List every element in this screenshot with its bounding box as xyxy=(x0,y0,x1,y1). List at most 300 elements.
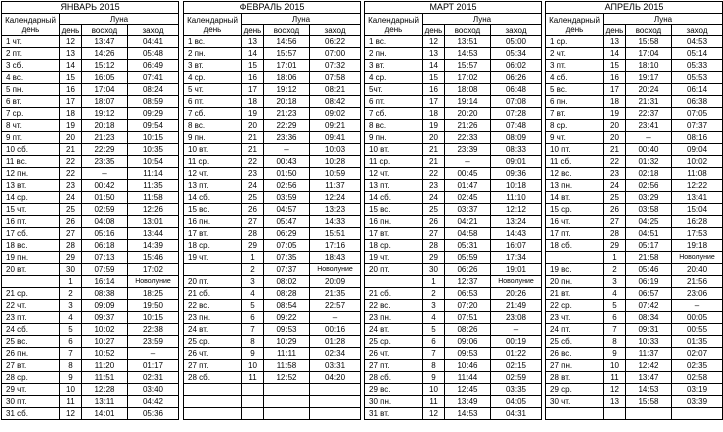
table-row xyxy=(184,384,361,396)
moonrise-cell: 15:58 xyxy=(626,36,672,48)
table-row xyxy=(546,372,723,384)
calendar-day-cell: 4 вс. xyxy=(2,72,60,84)
moon-day-cell: 22 xyxy=(242,156,264,168)
moon-day-cell: 10 xyxy=(242,360,264,372)
moon-day-cell: 29 xyxy=(423,252,445,264)
moon-day-cell: 12 xyxy=(60,36,82,48)
moonrise-cell: 10:33 xyxy=(626,336,672,348)
table-row xyxy=(2,216,179,228)
table-row xyxy=(2,288,179,300)
table-row xyxy=(2,264,179,276)
table-row xyxy=(184,108,361,120)
moonset-cell: 23:59 xyxy=(128,336,179,348)
moon-day-cell: 6 xyxy=(242,312,264,324)
table-row xyxy=(2,180,179,192)
moonrise-cell: 04:21 xyxy=(445,216,491,228)
calendar-day-cell: 7 ср. xyxy=(2,108,60,120)
moonrise-cell: 08:02 xyxy=(264,276,310,288)
table-row xyxy=(184,168,361,180)
moon-day-cell: 22 xyxy=(423,168,445,180)
moonset-cell: Новолуние xyxy=(672,252,723,264)
calendar-day-cell xyxy=(546,252,604,264)
moonset-cell: 23:08 xyxy=(491,312,542,324)
moon-day-cell: 28 xyxy=(604,228,626,240)
moonrise-cell: 17:04 xyxy=(82,84,128,96)
moonrise-cell: 10:52 xyxy=(82,348,128,360)
moon-day-cell: 16 xyxy=(60,84,82,96)
moonrise-cell: 07:51 xyxy=(445,312,491,324)
moonrise-cell: 15:12 xyxy=(82,60,128,72)
moon-day-cell: 17 xyxy=(60,96,82,108)
calendar-day-cell: 26 чт. xyxy=(365,348,423,360)
table-row xyxy=(184,336,361,348)
moonset-header: заход xyxy=(128,25,179,36)
table-row xyxy=(2,408,179,420)
moonset-cell xyxy=(310,384,361,396)
calendar-day-cell: 15 чт. xyxy=(2,204,60,216)
calendar-day-cell: 2 пн. xyxy=(184,48,242,60)
moonset-cell: 08:24 xyxy=(128,84,179,96)
calendar-day-cell: 25 ср. xyxy=(184,336,242,348)
moon-day-cell: 14 xyxy=(423,60,445,72)
calendar-day-cell: 6 пн. xyxy=(546,96,604,108)
calendar-day-cell: 24 вт. xyxy=(365,324,423,336)
table-row xyxy=(184,408,361,420)
moonset-cell: 01:17 xyxy=(128,360,179,372)
calendar-day-cell: 27 пн. xyxy=(546,360,604,372)
moon-day-header: день xyxy=(604,25,626,36)
calendar-day-cell: 8 ср. xyxy=(546,120,604,132)
table-row xyxy=(365,264,542,276)
moonset-cell: Новолуние xyxy=(491,276,542,288)
moonrise-cell: 12:37 xyxy=(445,276,491,288)
moonrise-cell: 15:58 xyxy=(626,396,672,408)
moon-day-cell xyxy=(242,408,264,420)
moonset-cell: 21:56 xyxy=(672,276,723,288)
moonset-cell: 19:18 xyxy=(672,240,723,252)
moonrise-cell: 11:44 xyxy=(445,372,491,384)
calendar-day-cell: 29 ср. xyxy=(546,384,604,396)
moon-day-cell: 5 xyxy=(423,324,445,336)
moonset-cell: 22:38 xyxy=(128,324,179,336)
calendar-day-cell: 7 сб. xyxy=(365,108,423,120)
table-row xyxy=(184,240,361,252)
moon-day-cell: 1 xyxy=(242,252,264,264)
moonset-cell: 13:01 xyxy=(128,216,179,228)
calendar-day-cell: 11 вс. xyxy=(2,156,60,168)
table-row xyxy=(546,84,723,96)
table-row xyxy=(546,300,723,312)
table-row xyxy=(365,60,542,72)
moonrise-cell: 07:37 xyxy=(264,264,310,276)
moon-day-cell: 2 xyxy=(60,288,82,300)
table-row xyxy=(546,180,723,192)
calendar-day-cell: 10 пт. xyxy=(546,144,604,156)
moon-day-cell: 24 xyxy=(604,180,626,192)
calendar-day-cell: 15 вс. xyxy=(365,204,423,216)
moon-day-cell: 3 xyxy=(242,276,264,288)
moonset-cell: 05:14 xyxy=(672,48,723,60)
table-row xyxy=(365,300,542,312)
moonrise-cell: 19:17 xyxy=(626,72,672,84)
moonset-cell: 08:59 xyxy=(128,96,179,108)
moon-day-cell: 23 xyxy=(604,168,626,180)
moon-day-cell: 7 xyxy=(242,324,264,336)
moon-day-cell: 16 xyxy=(604,72,626,84)
moonset-cell: 05:33 xyxy=(672,60,723,72)
calendar-day-cell: 22 ср. xyxy=(546,300,604,312)
calendar-day-cell: 18 ср. xyxy=(365,240,423,252)
table-row xyxy=(184,96,361,108)
moonrise-cell xyxy=(264,408,310,420)
table-row xyxy=(546,48,723,60)
calendar-day-cell: 16 пт. xyxy=(2,216,60,228)
table-row xyxy=(546,156,723,168)
moonset-cell: 22:57 xyxy=(310,300,361,312)
moonset-cell: 07:41 xyxy=(128,72,179,84)
moonset-cell: 07:58 xyxy=(310,72,361,84)
moonrise-cell: 08:54 xyxy=(264,300,310,312)
calendar-day-cell: 12 пн. xyxy=(2,168,60,180)
moonset-cell: 04:42 xyxy=(128,396,179,408)
moonset-cell: 08:21 xyxy=(310,84,361,96)
table-row xyxy=(546,252,723,264)
calendar-day-cell: 27 вт. xyxy=(2,360,60,372)
moonrise-cell: 09:53 xyxy=(264,324,310,336)
moonrise-cell: 16:14 xyxy=(82,276,128,288)
calendar-day-cell: 19 вс. xyxy=(546,264,604,276)
moonrise-cell: 10:02 xyxy=(82,324,128,336)
moonset-cell: 12:26 xyxy=(128,204,179,216)
table-row xyxy=(365,336,542,348)
moonset-cell: 08:16 xyxy=(672,132,723,144)
moon-day-cell: 20 xyxy=(604,132,626,144)
moonrise-cell: 02:18 xyxy=(626,168,672,180)
moonrise-cell: 14:53 xyxy=(626,384,672,396)
table-row xyxy=(365,408,542,420)
moonrise-cell: 18:08 xyxy=(445,84,491,96)
moonset-cell: 07:05 xyxy=(672,108,723,120)
moon-day-cell: 24 xyxy=(60,192,82,204)
calendar-day-cell: 16 пн. xyxy=(184,216,242,228)
calendar-day-cell: 10 вт. xyxy=(184,144,242,156)
moonset-cell: 09:36 xyxy=(491,168,542,180)
moon-day-cell: 24 xyxy=(242,180,264,192)
moon-day-cell: 8 xyxy=(604,336,626,348)
calendar-day-cell: 25 вс. xyxy=(2,336,60,348)
table-row xyxy=(365,168,542,180)
calendar-day-cell: 24 вт. xyxy=(184,324,242,336)
moonrise-cell: 23:41 xyxy=(626,120,672,132)
calendar-day-cell: 9 пт. xyxy=(2,132,60,144)
calendar-day-cell: 6 вт. xyxy=(2,96,60,108)
table-row xyxy=(2,72,179,84)
calendar-day-cell: 15 ср. xyxy=(546,204,604,216)
moonrise-cell: 06:26 xyxy=(445,264,491,276)
moon-day-cell: 19 xyxy=(60,120,82,132)
moon-day-cell: 21 xyxy=(604,144,626,156)
moonrise-cell: 23:35 xyxy=(82,156,128,168)
calendar-day-cell: 21 вт. xyxy=(546,288,604,300)
table-row xyxy=(184,72,361,84)
calendar-day-cell: 9 пн. xyxy=(184,132,242,144)
moonset-cell: 18:43 xyxy=(310,252,361,264)
moon-day-cell: 9 xyxy=(423,372,445,384)
moonrise-cell: 13:47 xyxy=(82,36,128,48)
moonset-cell: 17:53 xyxy=(672,228,723,240)
calendar-day-header: Календарный день xyxy=(2,14,60,36)
moon-day-cell: 12 xyxy=(423,408,445,420)
table-row xyxy=(2,48,179,60)
moonset-cell: 02:58 xyxy=(672,372,723,384)
month-title: МАРТ 2015 xyxy=(365,2,542,14)
moon-day-cell xyxy=(242,384,264,396)
calendar-day-cell: 15 вс. xyxy=(184,204,242,216)
moon-header: Луна xyxy=(423,14,542,25)
moon-day-cell: 18 xyxy=(423,108,445,120)
moonset-cell: 10:18 xyxy=(491,180,542,192)
calendar-day-cell: 23 пт. xyxy=(2,312,60,324)
calendar-day-cell: 2 пн. xyxy=(365,48,423,60)
calendar-day-cell: 8 вс. xyxy=(365,120,423,132)
moonset-cell: 06:02 xyxy=(491,60,542,72)
moon-day-cell: 13 xyxy=(60,48,82,60)
moonset-cell: 14:33 xyxy=(310,216,361,228)
moonrise-cell: – xyxy=(82,168,128,180)
moonrise-cell: 06:29 xyxy=(264,228,310,240)
moon-day-cell: 7 xyxy=(423,348,445,360)
moonset-cell: 09:21 xyxy=(310,120,361,132)
moonrise-cell: 09:37 xyxy=(82,312,128,324)
calendar-day-cell: 22 вс. xyxy=(365,300,423,312)
moonrise-cell: – xyxy=(264,144,310,156)
table-row xyxy=(365,288,542,300)
moonrise-cell: 19:14 xyxy=(445,96,491,108)
moon-day-cell: 11 xyxy=(604,372,626,384)
table-row xyxy=(2,300,179,312)
table-row xyxy=(184,84,361,96)
moonrise-cell: 06:18 xyxy=(82,240,128,252)
table-row xyxy=(546,144,723,156)
moonset-cell: 03:19 xyxy=(672,384,723,396)
moonset-header: заход xyxy=(672,25,723,36)
moon-day-cell: 18 xyxy=(60,108,82,120)
moonset-cell: 08:09 xyxy=(491,132,542,144)
moon-day-cell: 6 xyxy=(60,336,82,348)
moon-day-cell: 2 xyxy=(242,264,264,276)
table-row xyxy=(184,192,361,204)
moon-day-cell: 28 xyxy=(423,240,445,252)
table-row xyxy=(2,384,179,396)
moon-day-cell: 1 xyxy=(423,276,445,288)
moonset-cell: – xyxy=(128,348,179,360)
moonset-cell: – xyxy=(310,312,361,324)
moonset-cell: 00:55 xyxy=(672,324,723,336)
moonrise-cell: 21:26 xyxy=(445,120,491,132)
table-row xyxy=(365,348,542,360)
moonset-cell: 14:43 xyxy=(491,228,542,240)
table-row xyxy=(2,336,179,348)
month-table-4 xyxy=(545,1,722,431)
moon-day-cell: 27 xyxy=(604,216,626,228)
moon-day-cell: 1 xyxy=(60,276,82,288)
moon-day-cell: 8 xyxy=(242,336,264,348)
moonrise-header: восход xyxy=(82,25,128,36)
moon-day-cell xyxy=(604,408,626,420)
moonset-cell: 04:20 xyxy=(310,372,361,384)
moonrise-cell: 23:36 xyxy=(264,132,310,144)
table-row xyxy=(365,84,542,96)
moon-day-cell: 14 xyxy=(604,48,626,60)
moonrise-cell xyxy=(264,384,310,396)
moonset-cell: 04:05 xyxy=(491,396,542,408)
calendar-day-cell: 30 чт. xyxy=(546,396,604,408)
moonset-cell: 11:10 xyxy=(491,192,542,204)
moonrise-cell: 08:26 xyxy=(445,324,491,336)
table-row xyxy=(184,300,361,312)
moonrise-cell: 05:17 xyxy=(626,240,672,252)
moonset-cell: 00:05 xyxy=(672,312,723,324)
table-row xyxy=(546,228,723,240)
moonset-cell: 21:49 xyxy=(491,300,542,312)
moonrise-cell: 14:26 xyxy=(82,48,128,60)
moon-day-cell: 21 xyxy=(423,144,445,156)
moon-day-cell: 5 xyxy=(242,300,264,312)
moonset-cell: 02:34 xyxy=(310,348,361,360)
calendar-day-cell: 4 сб. xyxy=(546,72,604,84)
moon-day-header: день xyxy=(423,25,445,36)
calendar-day-cell: 7 вт. xyxy=(546,108,604,120)
moonrise-cell: 15:57 xyxy=(264,48,310,60)
calendar-day-cell: 23 пн. xyxy=(365,312,423,324)
month-title: ЯНВАРЬ 2015 xyxy=(2,2,179,14)
moonrise-cell: 07:42 xyxy=(626,300,672,312)
moon-day-cell: 1 xyxy=(604,252,626,264)
table-row xyxy=(365,36,542,48)
moon-day-cell: 2 xyxy=(604,264,626,276)
moon-day-cell: 30 xyxy=(60,264,82,276)
moonrise-cell: 20:18 xyxy=(264,96,310,108)
moonrise-cell: 00:42 xyxy=(82,180,128,192)
moon-day-cell: 25 xyxy=(604,192,626,204)
calendar-day-cell: 28 вт. xyxy=(546,372,604,384)
moonrise-cell: 02:56 xyxy=(626,180,672,192)
table-row xyxy=(365,192,542,204)
moon-day-cell: 28 xyxy=(242,228,264,240)
moonrise-cell: 06:53 xyxy=(445,288,491,300)
moon-day-cell: 19 xyxy=(423,120,445,132)
calendar-day-cell xyxy=(546,408,604,420)
calendar-day-header: Календарный день xyxy=(184,14,242,36)
table-row xyxy=(184,372,361,384)
moonset-cell: 01:28 xyxy=(310,336,361,348)
table-row xyxy=(365,120,542,132)
moon-day-cell xyxy=(242,396,264,408)
moonrise-cell: 10:46 xyxy=(445,360,491,372)
moon-day-cell: 12 xyxy=(60,408,82,420)
moonrise-cell: 17:01 xyxy=(264,60,310,72)
calendar-day-cell: 8 вс. xyxy=(184,120,242,132)
table-row xyxy=(546,168,723,180)
moon-day-cell: 12 xyxy=(604,384,626,396)
calendar-day-cell: 18 ср. xyxy=(184,240,242,252)
moonset-cell: 02:59 xyxy=(491,372,542,384)
calendar-day-cell: 13 пт. xyxy=(365,180,423,192)
moonset-cell: 11:14 xyxy=(128,168,179,180)
calendar-day-cell: 2 пт. xyxy=(2,48,60,60)
moonrise-cell: 07:13 xyxy=(82,252,128,264)
moonrise-cell: 14:56 xyxy=(264,36,310,48)
calendar-day-cell: 30 пн. xyxy=(365,396,423,408)
moonrise-cell: 18:07 xyxy=(82,96,128,108)
calendar-day-cell: 14 сб. xyxy=(365,192,423,204)
moon-day-cell: 5 xyxy=(604,300,626,312)
moonrise-cell: 05:31 xyxy=(445,240,491,252)
moon-day-cell: 20 xyxy=(242,120,264,132)
moonrise-cell: 12:42 xyxy=(626,360,672,372)
moonset-cell: 07:32 xyxy=(310,60,361,72)
moonrise-cell: 08:34 xyxy=(626,312,672,324)
moonrise-cell: 16:05 xyxy=(82,72,128,84)
moon-day-cell: 11 xyxy=(423,396,445,408)
moon-day-cell: 17 xyxy=(242,84,264,96)
moon-day-cell: 27 xyxy=(423,228,445,240)
moonrise-cell: 05:59 xyxy=(445,252,491,264)
moonset-cell: 11:35 xyxy=(128,180,179,192)
moon-day-cell: 6 xyxy=(423,336,445,348)
moon-day-cell: 21 xyxy=(60,144,82,156)
moonset-cell: 15:04 xyxy=(672,204,723,216)
calendar-day-cell: 5 чт. xyxy=(184,84,242,96)
table-row xyxy=(184,144,361,156)
moonset-cell: – xyxy=(491,324,542,336)
moonrise-cell: 13:51 xyxy=(445,36,491,48)
calendar-day-cell: 25 ср. xyxy=(365,336,423,348)
calendar-day-cell: 16 пн. xyxy=(365,216,423,228)
moonrise-cell: 03:59 xyxy=(264,192,310,204)
moonset-cell: 07:28 xyxy=(491,108,542,120)
table-row xyxy=(184,36,361,48)
moonrise-cell: 00:45 xyxy=(445,168,491,180)
calendar-day-cell: 31 вт. xyxy=(365,408,423,420)
moonset-cell: 10:35 xyxy=(128,144,179,156)
moonset-cell: 20:26 xyxy=(491,288,542,300)
calendar-day-cell: 11 сб. xyxy=(546,156,604,168)
month-title: АПРЕЛЬ 2015 xyxy=(546,2,723,14)
table-row xyxy=(184,360,361,372)
table-row xyxy=(184,348,361,360)
moon-day-cell: 27 xyxy=(60,228,82,240)
moonrise-cell: 22:29 xyxy=(82,144,128,156)
table-row xyxy=(546,312,723,324)
table-row xyxy=(184,204,361,216)
table-row xyxy=(546,240,723,252)
table-row xyxy=(365,252,542,264)
calendar-day-cell: 10 сб. xyxy=(2,144,60,156)
table-row xyxy=(184,324,361,336)
moonrise-cell: 06:19 xyxy=(626,276,672,288)
calendar-day-cell: 22 чт. xyxy=(2,300,60,312)
table-row xyxy=(546,288,723,300)
moonrise-cell: 00:40 xyxy=(626,144,672,156)
moonrise-cell: 09:22 xyxy=(264,312,310,324)
moon-day-cell: 14 xyxy=(242,48,264,60)
moonrise-cell: 11:11 xyxy=(264,348,310,360)
moon-day-cell: 26 xyxy=(604,204,626,216)
moonset-cell: 05:48 xyxy=(128,48,179,60)
calendar-day-cell: 9 пн. xyxy=(365,132,423,144)
moonset-cell: 03:31 xyxy=(310,360,361,372)
